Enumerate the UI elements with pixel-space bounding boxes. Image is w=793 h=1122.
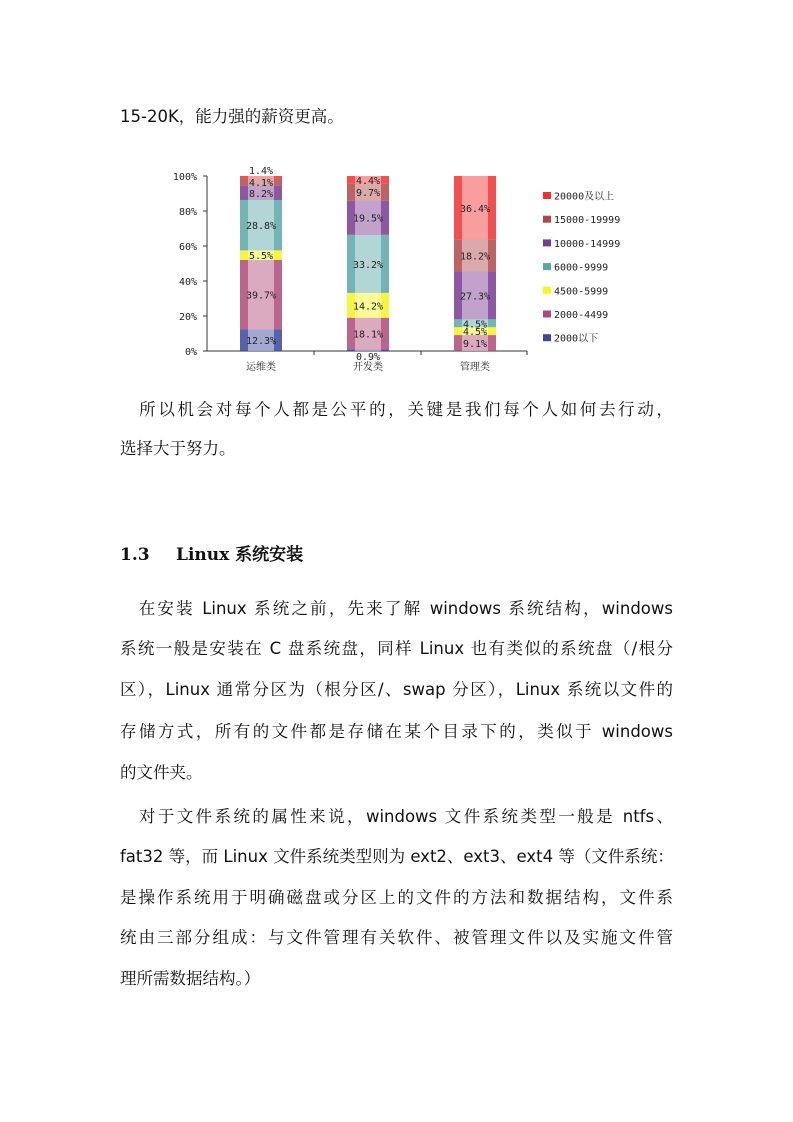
- y-tick-label: 0%: [184, 347, 197, 358]
- data-label: 39.7%: [245, 290, 277, 302]
- legend-swatch: [543, 263, 551, 270]
- legend-label: 15000-19999: [554, 215, 621, 227]
- legend-swatch: [543, 216, 551, 223]
- paragraph-line: 在安装 Linux 系统之前，先来了解 windows 系统结构，windows: [120, 599, 673, 618]
- data-label: 9.7%: [355, 188, 381, 200]
- legend-label: 4500-5999: [554, 286, 609, 298]
- data-label: 18.2%: [459, 251, 491, 263]
- data-label: 4.4%: [355, 175, 381, 187]
- legend-swatch: [543, 287, 551, 294]
- paragraph-line: 系统一般是安装在 C 盘系统盘，同样 Linux 也有类似的系统盘（/根分: [120, 639, 673, 658]
- paragraph-line: 统由三部分组成：与文件管理有关软件、被管理文件以及实施文件管: [120, 928, 673, 947]
- paragraph-line: fat32 等，而 Linux 文件系统类型则为 ext2、ext3、ext4 等（文件系统：: [120, 847, 674, 866]
- section-title: Linux 系统安装: [176, 545, 304, 565]
- data-label: 5.5%: [248, 251, 274, 263]
- paragraph-line: 区），Linux 通常分区为（根分区/、swap 分区），Linux 系统以文件的: [120, 680, 673, 699]
- data-label: 36.4%: [459, 203, 491, 215]
- legend-label: 2000以下: [554, 333, 599, 345]
- data-label: 0.9%: [355, 352, 381, 363]
- data-label: 28.8%: [245, 221, 277, 233]
- legend-swatch: [543, 311, 551, 318]
- paragraph-line: 理所需数据结构。）: [120, 969, 261, 988]
- data-label: 33.2%: [352, 259, 384, 271]
- paragraph-line: 存储方式，所有的文件都是存储在某个目录下的，类似于 windows: [120, 722, 673, 741]
- legend-swatch: [543, 239, 551, 246]
- paragraph-line: 所以机会对每个人都是公平的，关键是我们每个人如何去行动，: [120, 400, 673, 419]
- legend-label: 10000-14999: [554, 238, 621, 250]
- section-heading: [120, 540, 303, 565]
- y-tick-label: 20%: [178, 312, 197, 323]
- paragraph-line: 对于文件系统的属性来说，windows 文件系统类型一般是 ntfs、: [120, 807, 673, 826]
- y-tick-label: 80%: [178, 207, 197, 218]
- legend-swatch: [543, 192, 551, 199]
- salary-stacked-bar-chart: [160, 160, 640, 380]
- legend-label: 6000-9999: [554, 262, 609, 274]
- legend-swatch: [543, 334, 551, 341]
- data-label: 8.2%: [248, 188, 274, 200]
- data-label: 27.3%: [459, 291, 491, 303]
- section-number: 1.3: [120, 545, 150, 565]
- y-tick-label: 60%: [178, 242, 197, 253]
- data-label: 4.1%: [248, 178, 274, 190]
- paragraph-line: 是操作系统用于明确磁盘或分区上的文件的方法和数据结构，文件系: [120, 888, 673, 907]
- data-label: 19.5%: [352, 213, 384, 225]
- legend-label: 20000及以上: [554, 191, 615, 203]
- data-label: 4.5%: [462, 319, 488, 331]
- data-label: 12.3%: [245, 336, 277, 348]
- x-tick-label: 运维类: [246, 362, 276, 373]
- data-label: 18.1%: [352, 329, 384, 341]
- intro-text: 15-20K，能力强的薪资更高。: [120, 107, 344, 126]
- x-tick-label: 管理类: [460, 362, 490, 373]
- bar-highlight: [355, 349, 381, 351]
- paragraph-line: 选择大于努力。: [120, 439, 236, 458]
- x-tick-label: 开发类: [353, 362, 383, 373]
- y-tick-label: 100%: [172, 172, 197, 183]
- data-label: 14.2%: [352, 301, 384, 313]
- data-label: 1.4%: [248, 166, 274, 177]
- data-label: 4.5%: [462, 327, 488, 339]
- paragraph-line: 的文件夹。: [120, 763, 203, 782]
- data-label: 9.1%: [462, 339, 488, 351]
- legend-label: 2000-4499: [554, 310, 609, 321]
- y-tick-label: 40%: [178, 277, 197, 288]
